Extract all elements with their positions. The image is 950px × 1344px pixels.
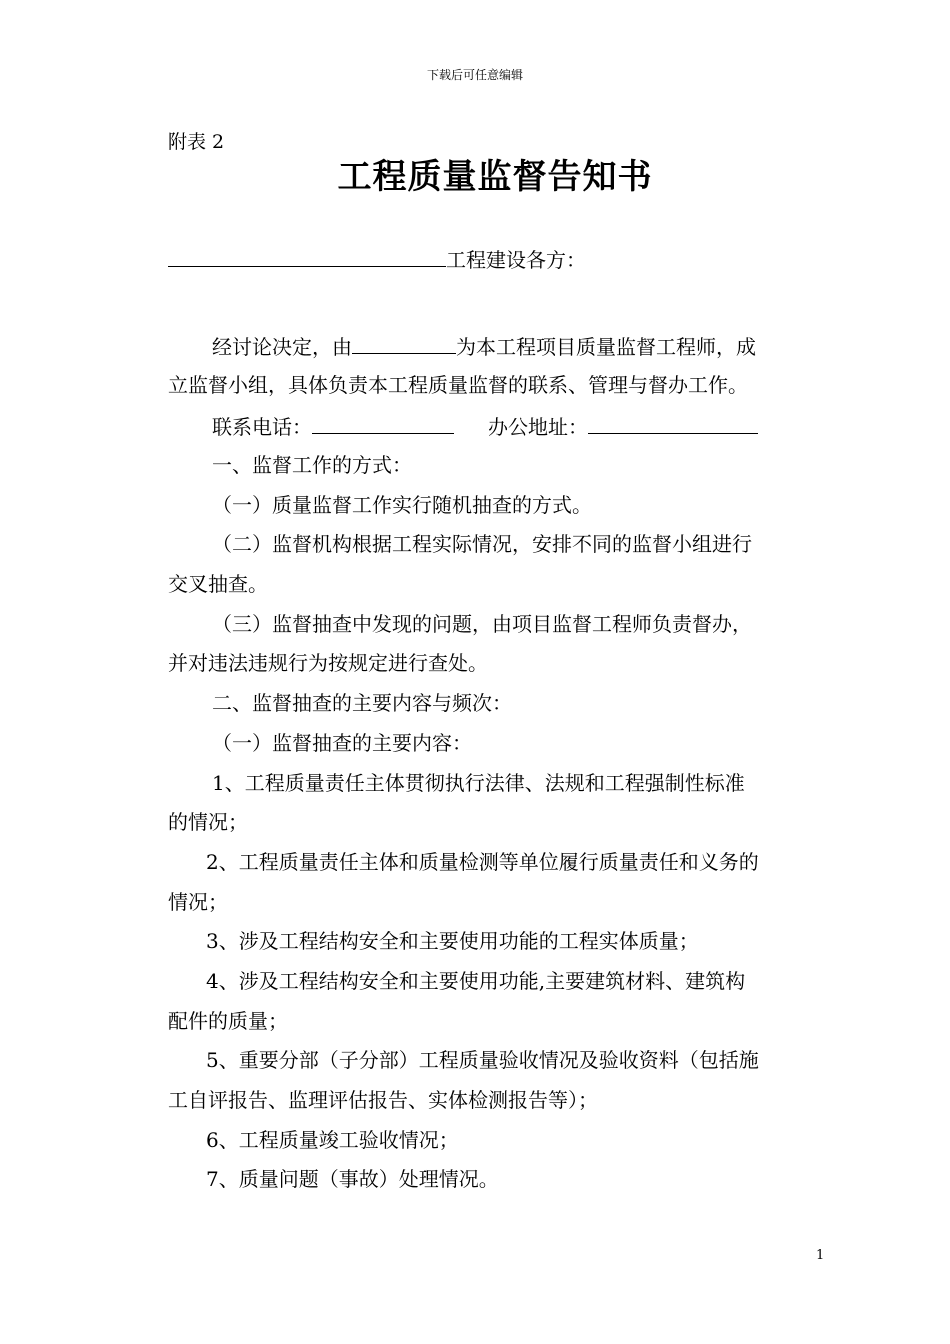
page-number: 1 <box>816 1248 825 1263</box>
section-1-item-3-line-2: 并对违法违规行为按规定进行查处。 <box>168 651 488 675</box>
project-name-blank <box>168 244 446 267</box>
download-note: 下载后可任意编辑 <box>426 68 523 82</box>
section-2-title: 二、监督抽查的主要内容与频次： <box>212 691 512 715</box>
section-1-item-1: （一）质量监督工作实行随机抽查的方式。 <box>212 493 592 517</box>
addressee-line <box>168 244 828 274</box>
section-2-item-1: （一）监督抽查的主要内容： <box>212 731 472 755</box>
addressee-suffix: 工程建设各方： <box>446 248 586 272</box>
content-item-3: 3、涉及工程结构安全和主要使用功能的工程实体质量； <box>206 929 699 953</box>
contact-line <box>168 411 872 441</box>
content-item-2-line-2: 情况； <box>168 890 228 914</box>
contact-phone-blank <box>312 411 454 434</box>
contact-phone-label: 联系电话： <box>212 415 312 439</box>
section-1-title: 一、监督工作的方式： <box>212 453 412 477</box>
document-title: 工程质量监督告知书 <box>337 157 653 197</box>
content-item-6: 6、工程质量竣工验收情况； <box>206 1128 459 1152</box>
office-address-blank <box>588 411 758 434</box>
p1-after-text: 为本工程项目质量监督工程师，成 <box>456 335 756 359</box>
paragraph-1-line-2: 立监督小组，具体负责本工程质量监督的联系、管理与督办工作。 <box>168 373 748 397</box>
paragraph-1-line-1 <box>168 331 872 361</box>
content-item-1-line-1: 1、工程质量责任主体贯彻执行法律、法规和工程强制性标准 <box>212 771 745 795</box>
p1-before-text: 经讨论决定，由 <box>212 335 352 359</box>
section-1-item-2-line-2: 交叉抽查。 <box>168 572 268 596</box>
content-item-4-line-1: 4、涉及工程结构安全和主要使用功能,主要建筑材料、建筑构 <box>206 969 746 993</box>
section-1-item-3-line-1: （三）监督抽查中发现的问题，由项目监督工程师负责督办， <box>212 612 752 636</box>
content-item-7: 7、质量问题（事故）处理情况。 <box>206 1167 499 1191</box>
content-item-5-line-2: 工自评报告、监理评估报告、实体检测报告等）； <box>168 1088 598 1112</box>
office-address-label: 办公地址： <box>488 415 588 439</box>
section-1-item-2-line-1: （二）监督机构根据工程实际情况，安排不同的监督小组进行 <box>212 532 752 556</box>
engineer-name-blank <box>352 331 456 354</box>
content-item-4-line-2: 配件的质量； <box>168 1009 288 1033</box>
content-item-5-line-1: 5、重要分部（子分部）工程质量验收情况及验收资料（包括施 <box>206 1048 759 1072</box>
content-item-2-line-1: 2、工程质量责任主体和质量检测等单位履行质量责任和义务的 <box>206 850 759 874</box>
content-item-1-line-2: 的情况； <box>168 810 248 834</box>
attachment-label: 附表 2 <box>168 131 225 153</box>
